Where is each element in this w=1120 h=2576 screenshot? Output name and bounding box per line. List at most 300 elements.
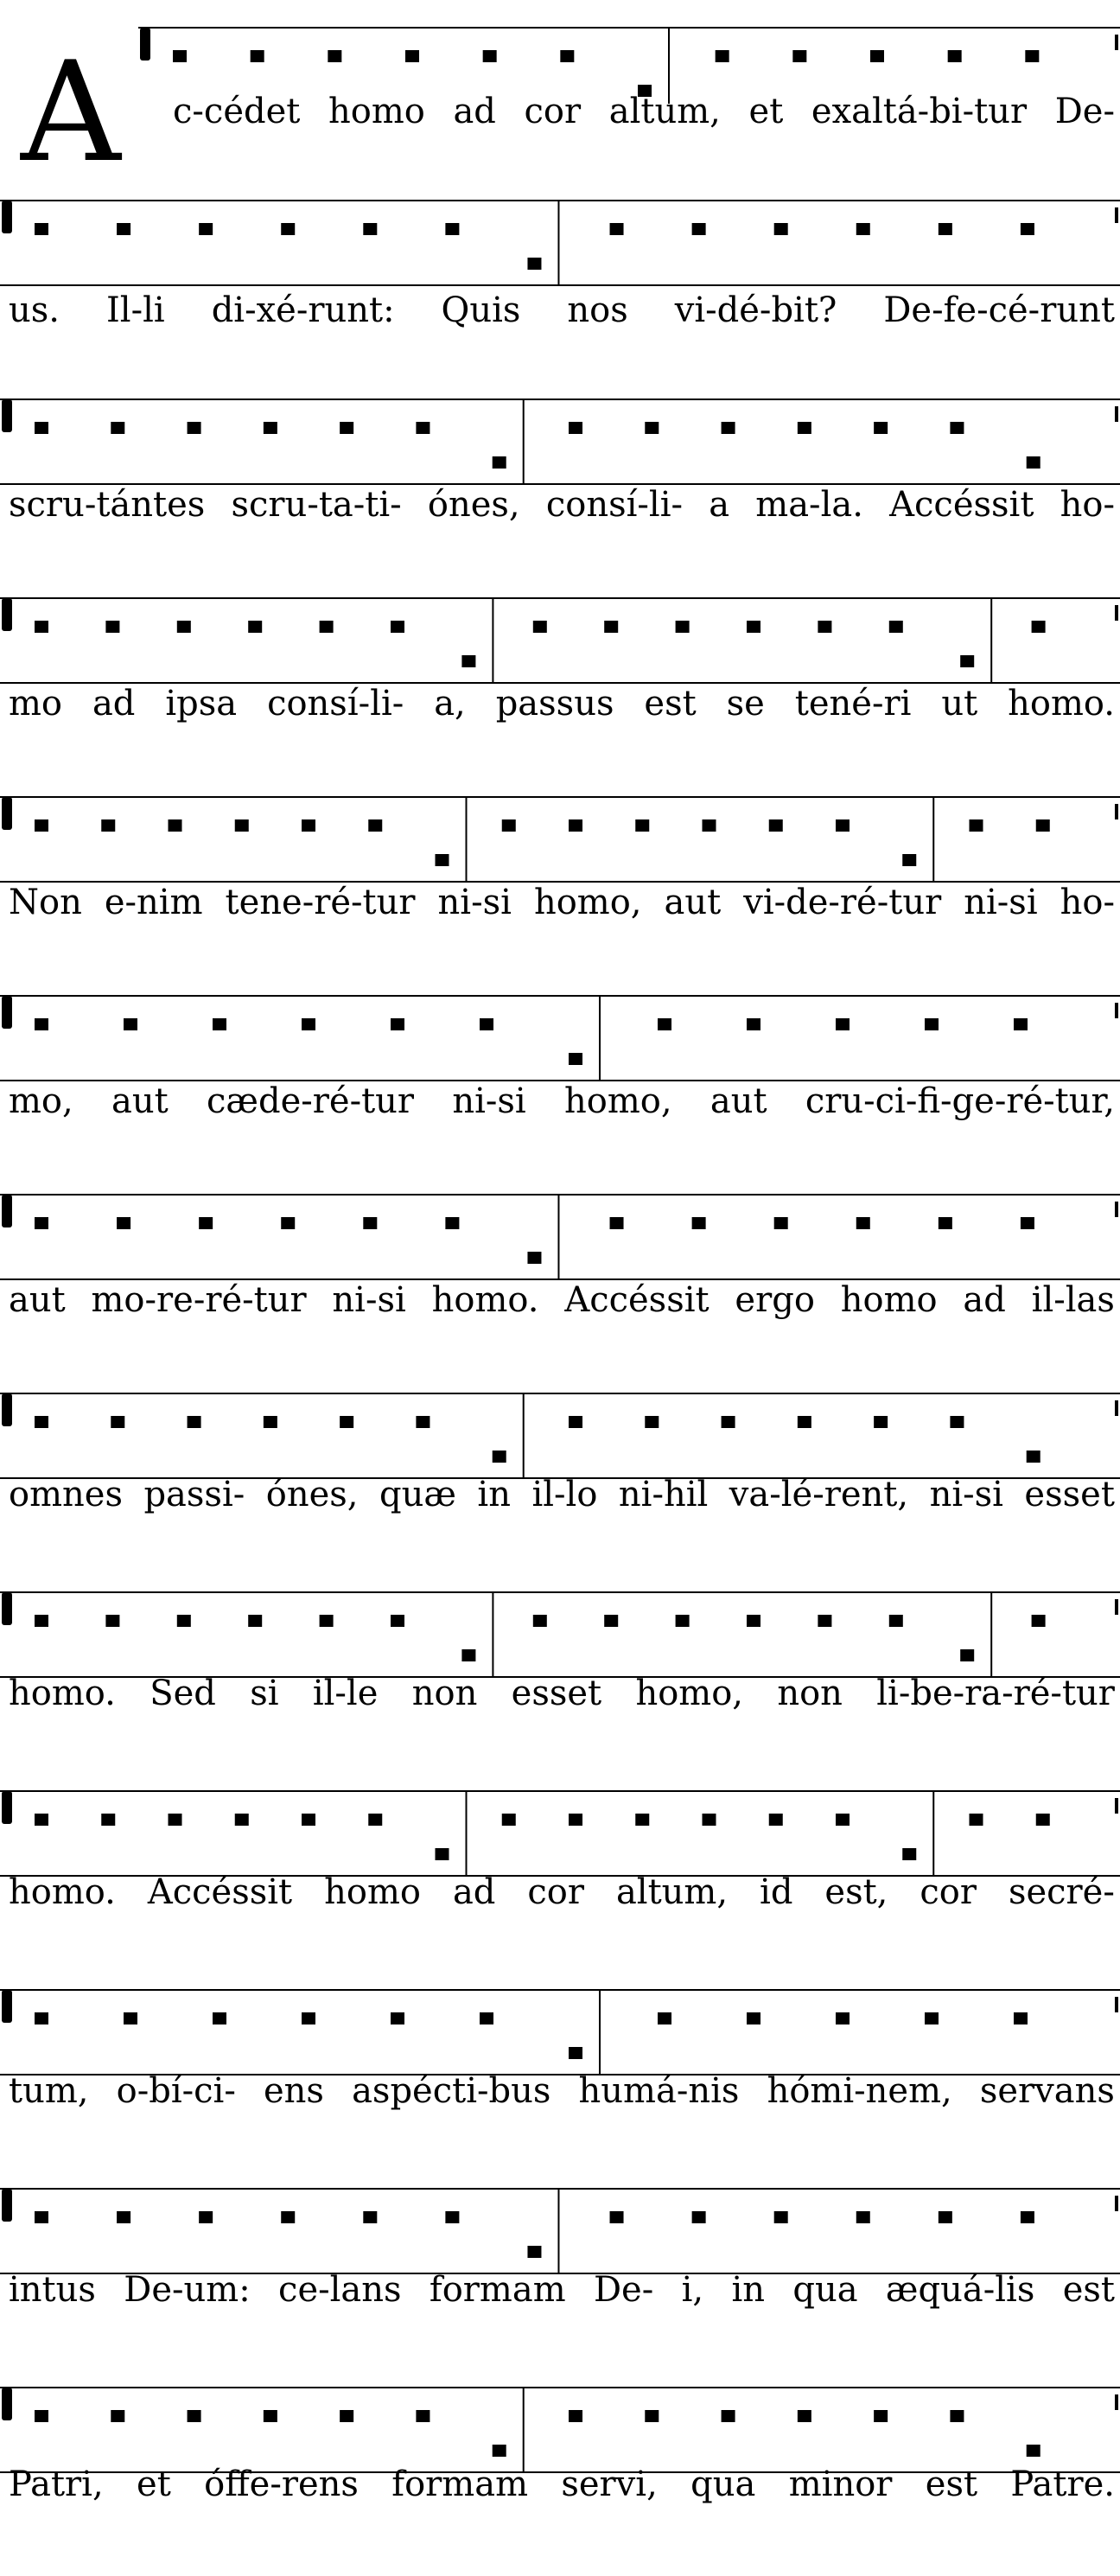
c-clef-icon bbox=[2, 2189, 12, 2222]
lyric-syllable: passi- bbox=[143, 1475, 245, 1514]
neume-note bbox=[416, 1416, 430, 1428]
neume-note bbox=[716, 50, 729, 62]
lyric-syllable: quæ bbox=[379, 1475, 456, 1514]
neume-note bbox=[1027, 1451, 1040, 1463]
lyric-syllable: homo bbox=[328, 92, 425, 131]
neume-note bbox=[569, 2410, 582, 2422]
neume-note bbox=[177, 621, 191, 633]
neume-note bbox=[302, 819, 315, 832]
lyric-syllable: ho- bbox=[1060, 485, 1115, 525]
lyric-syllable: homo, bbox=[635, 1674, 744, 1713]
neume-note bbox=[960, 1649, 974, 1661]
neume-note bbox=[281, 1217, 295, 1229]
neume-note bbox=[658, 2012, 671, 2024]
neume-note bbox=[405, 50, 419, 62]
lyric-syllable: Il-li bbox=[106, 290, 165, 330]
neume-note bbox=[1021, 2211, 1034, 2223]
neume-note bbox=[610, 2211, 624, 2223]
neume-note bbox=[328, 50, 341, 62]
lyric-syllable: in bbox=[477, 1475, 511, 1514]
neume-note bbox=[569, 2047, 582, 2059]
neume-note bbox=[1032, 1615, 1046, 1627]
neume-note bbox=[302, 2012, 315, 2024]
lyric-syllable: e-nim bbox=[104, 883, 203, 922]
neume-note bbox=[188, 422, 201, 434]
lyric-line bbox=[9, 1474, 1115, 1515]
lyric-syllable: homo. bbox=[1008, 684, 1115, 724]
lyric-syllable: ipsa bbox=[165, 684, 238, 724]
lyric-syllable: homo. bbox=[431, 1280, 539, 1320]
lyric-syllable: ónes, bbox=[427, 485, 520, 525]
c-clef-icon bbox=[140, 28, 150, 61]
lyric-syllable: ad bbox=[453, 92, 496, 131]
neume-note bbox=[502, 819, 516, 832]
custos-mark bbox=[1115, 2394, 1118, 2410]
neume-note bbox=[391, 1615, 404, 1627]
neume-note bbox=[645, 422, 659, 434]
lyric-syllable: tum, bbox=[9, 2071, 89, 2111]
lyric-syllable: i, bbox=[681, 2270, 704, 2310]
lyric-syllable: aut bbox=[664, 883, 722, 922]
lyric-syllable: De- bbox=[1054, 92, 1115, 131]
neume-note bbox=[769, 819, 783, 832]
lyric-syllable: mo, bbox=[9, 1081, 73, 1121]
lyric-syllable: passus bbox=[495, 684, 614, 724]
lyric-syllable: altum, bbox=[608, 92, 721, 131]
lyric-line bbox=[173, 91, 1115, 132]
lyric-syllable: id bbox=[760, 1872, 793, 1912]
neume-note bbox=[35, 1217, 48, 1229]
lyric-syllable: ho- bbox=[1060, 883, 1115, 922]
lyric-syllable: c-cédet bbox=[173, 92, 301, 131]
staff bbox=[0, 0, 1120, 104]
c-clef-icon bbox=[2, 1791, 12, 1824]
lyric-syllable: æquá-lis bbox=[885, 2270, 1035, 2310]
neume-note bbox=[320, 1615, 334, 1627]
lyric-syllable: qua bbox=[690, 2464, 756, 2504]
neume-note bbox=[970, 819, 983, 832]
neume-note bbox=[445, 2211, 459, 2223]
neume-note bbox=[722, 1416, 735, 1428]
lyric-syllable: ut bbox=[941, 684, 978, 724]
neume-note bbox=[836, 1814, 850, 1826]
neume-note bbox=[889, 621, 903, 633]
neume-note bbox=[248, 621, 262, 633]
lyric-line bbox=[9, 2269, 1115, 2311]
lyric-syllable: De-fe-cé-runt bbox=[883, 290, 1115, 330]
neume-note bbox=[416, 2410, 430, 2422]
neume-note bbox=[818, 1615, 831, 1627]
neume-note bbox=[320, 621, 334, 633]
c-clef-icon bbox=[2, 1195, 12, 1227]
neume-note bbox=[35, 1814, 48, 1826]
lyric-syllable: non bbox=[411, 1674, 478, 1713]
neume-note bbox=[792, 50, 806, 62]
lyric-syllable: il-las bbox=[1031, 1280, 1115, 1320]
neume-note bbox=[235, 819, 249, 832]
neume-note bbox=[889, 1615, 903, 1627]
neume-note bbox=[248, 1615, 262, 1627]
neume-note bbox=[645, 1416, 659, 1428]
neume-note bbox=[251, 50, 264, 62]
neume-note bbox=[747, 2012, 760, 2024]
lyric-syllable: altum, bbox=[615, 1872, 729, 1912]
lyric-syllable: il-lo bbox=[531, 1475, 598, 1514]
neume-note bbox=[340, 422, 353, 434]
neume-note bbox=[35, 1615, 48, 1627]
neume-note bbox=[199, 2211, 213, 2223]
neume-note bbox=[569, 422, 582, 434]
lyric-syllable: scru-tántes bbox=[9, 485, 206, 525]
neume-note bbox=[569, 1814, 582, 1826]
neume-note bbox=[199, 223, 213, 235]
lyric-syllable: consí-li- bbox=[267, 684, 404, 724]
lyric-syllable: et bbox=[748, 92, 784, 131]
c-clef-icon bbox=[2, 797, 12, 830]
neume-note bbox=[645, 2410, 659, 2422]
lyric-syllable: in bbox=[731, 2270, 766, 2310]
lyric-syllable: cor bbox=[527, 1872, 584, 1912]
neume-note bbox=[281, 223, 295, 235]
lyric-syllable: De- bbox=[593, 2270, 654, 2310]
lyric-syllable: homo, bbox=[564, 1081, 672, 1121]
lyric-syllable: ni-si bbox=[964, 883, 1038, 922]
lyric-syllable: humá-nis bbox=[578, 2071, 740, 2111]
neume-note bbox=[769, 1814, 783, 1826]
lyric-syllable: ad bbox=[963, 1280, 1006, 1320]
lyric-syllable: servi, bbox=[561, 2464, 658, 2504]
neume-note bbox=[124, 1018, 137, 1030]
lyric-syllable: aut bbox=[9, 1280, 66, 1320]
neume-note bbox=[703, 1814, 716, 1826]
lyric-syllable: ni-si bbox=[929, 1475, 1003, 1514]
neume-note bbox=[363, 2211, 377, 2223]
neume-note bbox=[281, 2211, 295, 2223]
neume-note bbox=[527, 2246, 541, 2258]
custos-mark bbox=[1115, 1400, 1118, 1416]
neume-note bbox=[692, 1217, 706, 1229]
lyric-line bbox=[9, 1081, 1115, 1122]
lyric-syllable: a bbox=[709, 485, 730, 525]
neume-note bbox=[177, 1615, 191, 1627]
neume-note bbox=[1032, 621, 1046, 633]
neume-note bbox=[101, 1814, 115, 1826]
neume-note bbox=[302, 1814, 315, 1826]
neume-note bbox=[1036, 819, 1050, 832]
neume-note bbox=[391, 1018, 404, 1030]
lyric-syllable: ergo bbox=[735, 1280, 815, 1320]
neume-note bbox=[692, 223, 706, 235]
lyric-syllable: scru-ta-ti- bbox=[231, 485, 402, 525]
neume-note bbox=[604, 1615, 618, 1627]
neume-note bbox=[569, 819, 582, 832]
neume-note bbox=[483, 50, 497, 62]
lyric-syllable: vi-dé-bit? bbox=[674, 290, 837, 330]
lyric-syllable: homo. bbox=[9, 1872, 116, 1912]
neume-note bbox=[676, 621, 690, 633]
neume-note bbox=[35, 819, 48, 832]
neume-note bbox=[902, 854, 916, 866]
neume-note bbox=[925, 1018, 939, 1030]
lyric-syllable: esset bbox=[511, 1674, 602, 1713]
neume-note bbox=[111, 2410, 124, 2422]
lyric-syllable: qua bbox=[792, 2270, 858, 2310]
neume-note bbox=[874, 2410, 888, 2422]
neume-note bbox=[213, 2012, 226, 2024]
neume-note bbox=[722, 2410, 735, 2422]
neume-note bbox=[939, 1217, 952, 1229]
lyric-syllable: formam bbox=[429, 2270, 566, 2310]
neume-note bbox=[870, 50, 884, 62]
lyric-syllable: homo bbox=[840, 1280, 938, 1320]
neume-note bbox=[340, 2410, 353, 2422]
neume-note bbox=[213, 1018, 226, 1030]
c-clef-icon bbox=[2, 399, 12, 432]
lyric-line bbox=[9, 484, 1115, 526]
lyric-syllable: et bbox=[137, 2464, 171, 2504]
neume-note bbox=[747, 621, 760, 633]
neume-note bbox=[264, 1416, 277, 1428]
neume-note bbox=[925, 2012, 939, 2024]
lyric-syllable: est bbox=[644, 684, 697, 724]
lyric-syllable: ni-si bbox=[452, 1081, 526, 1121]
lyric-syllable: ad bbox=[452, 1872, 496, 1912]
lyric-syllable: li-be-ra-ré-tur bbox=[876, 1674, 1115, 1713]
neume-note bbox=[836, 1018, 850, 1030]
neume-note bbox=[105, 621, 119, 633]
lyric-syllable: non bbox=[777, 1674, 843, 1713]
neume-note bbox=[1021, 1217, 1034, 1229]
neume-note bbox=[368, 819, 382, 832]
neume-note bbox=[117, 2211, 130, 2223]
neume-note bbox=[461, 1649, 475, 1661]
neume-note bbox=[1014, 1018, 1028, 1030]
neume-note bbox=[774, 223, 788, 235]
neume-note bbox=[1021, 223, 1034, 235]
custos-mark bbox=[1115, 1997, 1118, 2012]
neume-note bbox=[635, 819, 649, 832]
lyric-syllable: ni-hil bbox=[618, 1475, 709, 1514]
lyric-syllable: il-le bbox=[312, 1674, 379, 1713]
neume-note bbox=[101, 819, 115, 832]
lyric-syllable: va-lé-rent, bbox=[729, 1475, 909, 1514]
custos-mark bbox=[1115, 406, 1118, 422]
neume-note bbox=[35, 422, 48, 434]
neume-note bbox=[105, 1615, 119, 1627]
lyric-syllable: vi-de-ré-tur bbox=[743, 883, 942, 922]
lyric-line bbox=[9, 2464, 1115, 2505]
lyric-syllable: ce-lans bbox=[278, 2270, 402, 2310]
custos-mark bbox=[1115, 1003, 1118, 1018]
lyric-syllable: ni-si bbox=[437, 883, 512, 922]
lyric-syllable: Accéssit bbox=[889, 485, 1034, 525]
neume-note bbox=[939, 2211, 952, 2223]
neume-note bbox=[703, 819, 716, 832]
neume-note bbox=[368, 1814, 382, 1826]
lyric-syllable: exaltá-bi-tur bbox=[811, 92, 1028, 131]
neume-note bbox=[948, 50, 962, 62]
drop-cap-initial: A bbox=[21, 31, 121, 193]
lyric-syllable: homo, bbox=[533, 883, 642, 922]
lyric-syllable: se bbox=[726, 684, 765, 724]
lyric-syllable: esset bbox=[1024, 1475, 1115, 1514]
neume-note bbox=[35, 223, 48, 235]
neume-note bbox=[436, 854, 449, 866]
neume-note bbox=[560, 50, 574, 62]
neume-note bbox=[856, 2211, 870, 2223]
lyric-syllable: di-xé-runt: bbox=[211, 290, 395, 330]
neume-note bbox=[856, 1217, 870, 1229]
neume-note bbox=[493, 2445, 506, 2457]
neume-note bbox=[747, 1018, 760, 1030]
neume-note bbox=[391, 2012, 404, 2024]
c-clef-icon bbox=[2, 598, 12, 631]
neume-note bbox=[610, 223, 624, 235]
lyric-syllable: Non bbox=[9, 883, 82, 922]
lyric-syllable: ad bbox=[92, 684, 136, 724]
lyric-syllable: Sed bbox=[150, 1674, 216, 1713]
lyric-syllable: De-um: bbox=[124, 2270, 251, 2310]
neume-note bbox=[117, 1217, 130, 1229]
neume-note bbox=[747, 1615, 760, 1627]
neume-note bbox=[960, 655, 974, 667]
neume-note bbox=[35, 2410, 48, 2422]
lyric-syllable: hómi-nem, bbox=[767, 2071, 952, 2111]
neume-note bbox=[493, 456, 506, 469]
c-clef-icon bbox=[2, 1393, 12, 1426]
lyric-syllable: tené-ri bbox=[794, 684, 912, 724]
neume-note bbox=[111, 1416, 124, 1428]
neume-note bbox=[939, 223, 952, 235]
neume-note bbox=[970, 1814, 983, 1826]
neume-note bbox=[774, 1217, 788, 1229]
neume-note bbox=[722, 422, 735, 434]
neume-note bbox=[35, 2211, 48, 2223]
lyric-line bbox=[9, 882, 1115, 923]
neume-note bbox=[480, 1018, 493, 1030]
neume-note bbox=[798, 1416, 811, 1428]
lyric-syllable: ónes, bbox=[265, 1475, 359, 1514]
neume-note bbox=[169, 1814, 182, 1826]
custos-mark bbox=[1115, 804, 1118, 819]
lyric-syllable: aut bbox=[710, 1081, 767, 1121]
neume-note bbox=[950, 422, 964, 434]
neume-note bbox=[676, 1615, 690, 1627]
neume-note bbox=[445, 223, 459, 235]
neume-note bbox=[461, 655, 475, 667]
lyric-line bbox=[9, 1871, 1115, 1913]
lyric-syllable: consí-li- bbox=[545, 485, 684, 525]
lyric-syllable: est bbox=[925, 2464, 978, 2504]
neume-note bbox=[1025, 50, 1039, 62]
lyric-syllable: intus bbox=[9, 2270, 96, 2310]
lyric-syllable: Accéssit bbox=[564, 1280, 710, 1320]
neume-note bbox=[604, 621, 618, 633]
c-clef-icon bbox=[2, 996, 12, 1029]
lyric-syllable: cru-ci-fi-ge-ré-tur, bbox=[805, 1081, 1115, 1121]
lyric-syllable: nos bbox=[567, 290, 628, 330]
neume-note bbox=[635, 1814, 649, 1826]
neume-note bbox=[169, 819, 182, 832]
lyric-syllable: Patre. bbox=[1010, 2464, 1115, 2504]
neume-note bbox=[124, 2012, 137, 2024]
neume-note bbox=[527, 1252, 541, 1264]
staff bbox=[0, 199, 1120, 303]
lyric-syllable: homo. bbox=[9, 1674, 116, 1713]
neume-note bbox=[35, 1416, 48, 1428]
c-clef-icon bbox=[2, 1592, 12, 1625]
neume-note bbox=[818, 621, 831, 633]
custos-mark bbox=[1115, 1202, 1118, 1217]
lyric-line bbox=[9, 1279, 1115, 1321]
neume-note bbox=[416, 422, 430, 434]
lyric-syllable: formam bbox=[391, 2464, 528, 2504]
neume-note bbox=[836, 2012, 850, 2024]
custos-mark bbox=[1115, 1599, 1118, 1615]
lyric-syllable: mo bbox=[9, 684, 63, 724]
lyric-syllable: Patri, bbox=[9, 2464, 104, 2504]
neume-note bbox=[111, 422, 124, 434]
neume-note bbox=[493, 1451, 506, 1463]
neume-note bbox=[264, 2410, 277, 2422]
neume-note bbox=[1027, 456, 1040, 469]
neume-note bbox=[1014, 2012, 1028, 2024]
neume-note bbox=[1027, 2445, 1040, 2457]
neume-note bbox=[391, 621, 404, 633]
custos-mark bbox=[1115, 1798, 1118, 1814]
lyric-syllable: ens bbox=[263, 2071, 324, 2111]
neume-note bbox=[836, 819, 850, 832]
lyric-syllable: omnes bbox=[9, 1475, 123, 1514]
neume-note bbox=[502, 1814, 516, 1826]
lyric-syllable: est bbox=[1062, 2270, 1115, 2310]
lyric-syllable: ni-si bbox=[332, 1280, 406, 1320]
neume-note bbox=[950, 2410, 964, 2422]
lyric-syllable: óffe-rens bbox=[204, 2464, 359, 2504]
c-clef-icon bbox=[2, 1990, 12, 2023]
neume-note bbox=[199, 1217, 213, 1229]
custos-mark bbox=[1115, 35, 1118, 50]
neume-note bbox=[658, 1018, 671, 1030]
neume-note bbox=[445, 1217, 459, 1229]
neume-note bbox=[533, 1615, 547, 1627]
lyric-syllable: homo bbox=[324, 1872, 421, 1912]
neume-note bbox=[774, 2211, 788, 2223]
neume-note bbox=[35, 2012, 48, 2024]
neume-note bbox=[235, 1814, 249, 1826]
custos-mark bbox=[1115, 605, 1118, 621]
neume-note bbox=[798, 2410, 811, 2422]
lyric-syllable: Quis bbox=[441, 290, 521, 330]
lyric-syllable: minor bbox=[788, 2464, 893, 2504]
neume-note bbox=[856, 223, 870, 235]
neume-note bbox=[610, 1217, 624, 1229]
lyric-line bbox=[9, 1673, 1115, 1714]
neume-note bbox=[1036, 1814, 1050, 1826]
lyric-syllable: cor bbox=[524, 92, 582, 131]
neume-note bbox=[363, 1217, 377, 1229]
neume-note bbox=[436, 1848, 449, 1860]
custos-mark bbox=[1115, 2196, 1118, 2211]
neume-note bbox=[950, 1416, 964, 1428]
neume-note bbox=[480, 2012, 493, 2024]
lyric-line bbox=[9, 683, 1115, 724]
neume-note bbox=[798, 422, 811, 434]
lyric-line bbox=[9, 2070, 1115, 2112]
lyric-syllable: ma-la. bbox=[755, 485, 863, 525]
neume-note bbox=[188, 1416, 201, 1428]
lyric-syllable: aut bbox=[111, 1081, 169, 1121]
